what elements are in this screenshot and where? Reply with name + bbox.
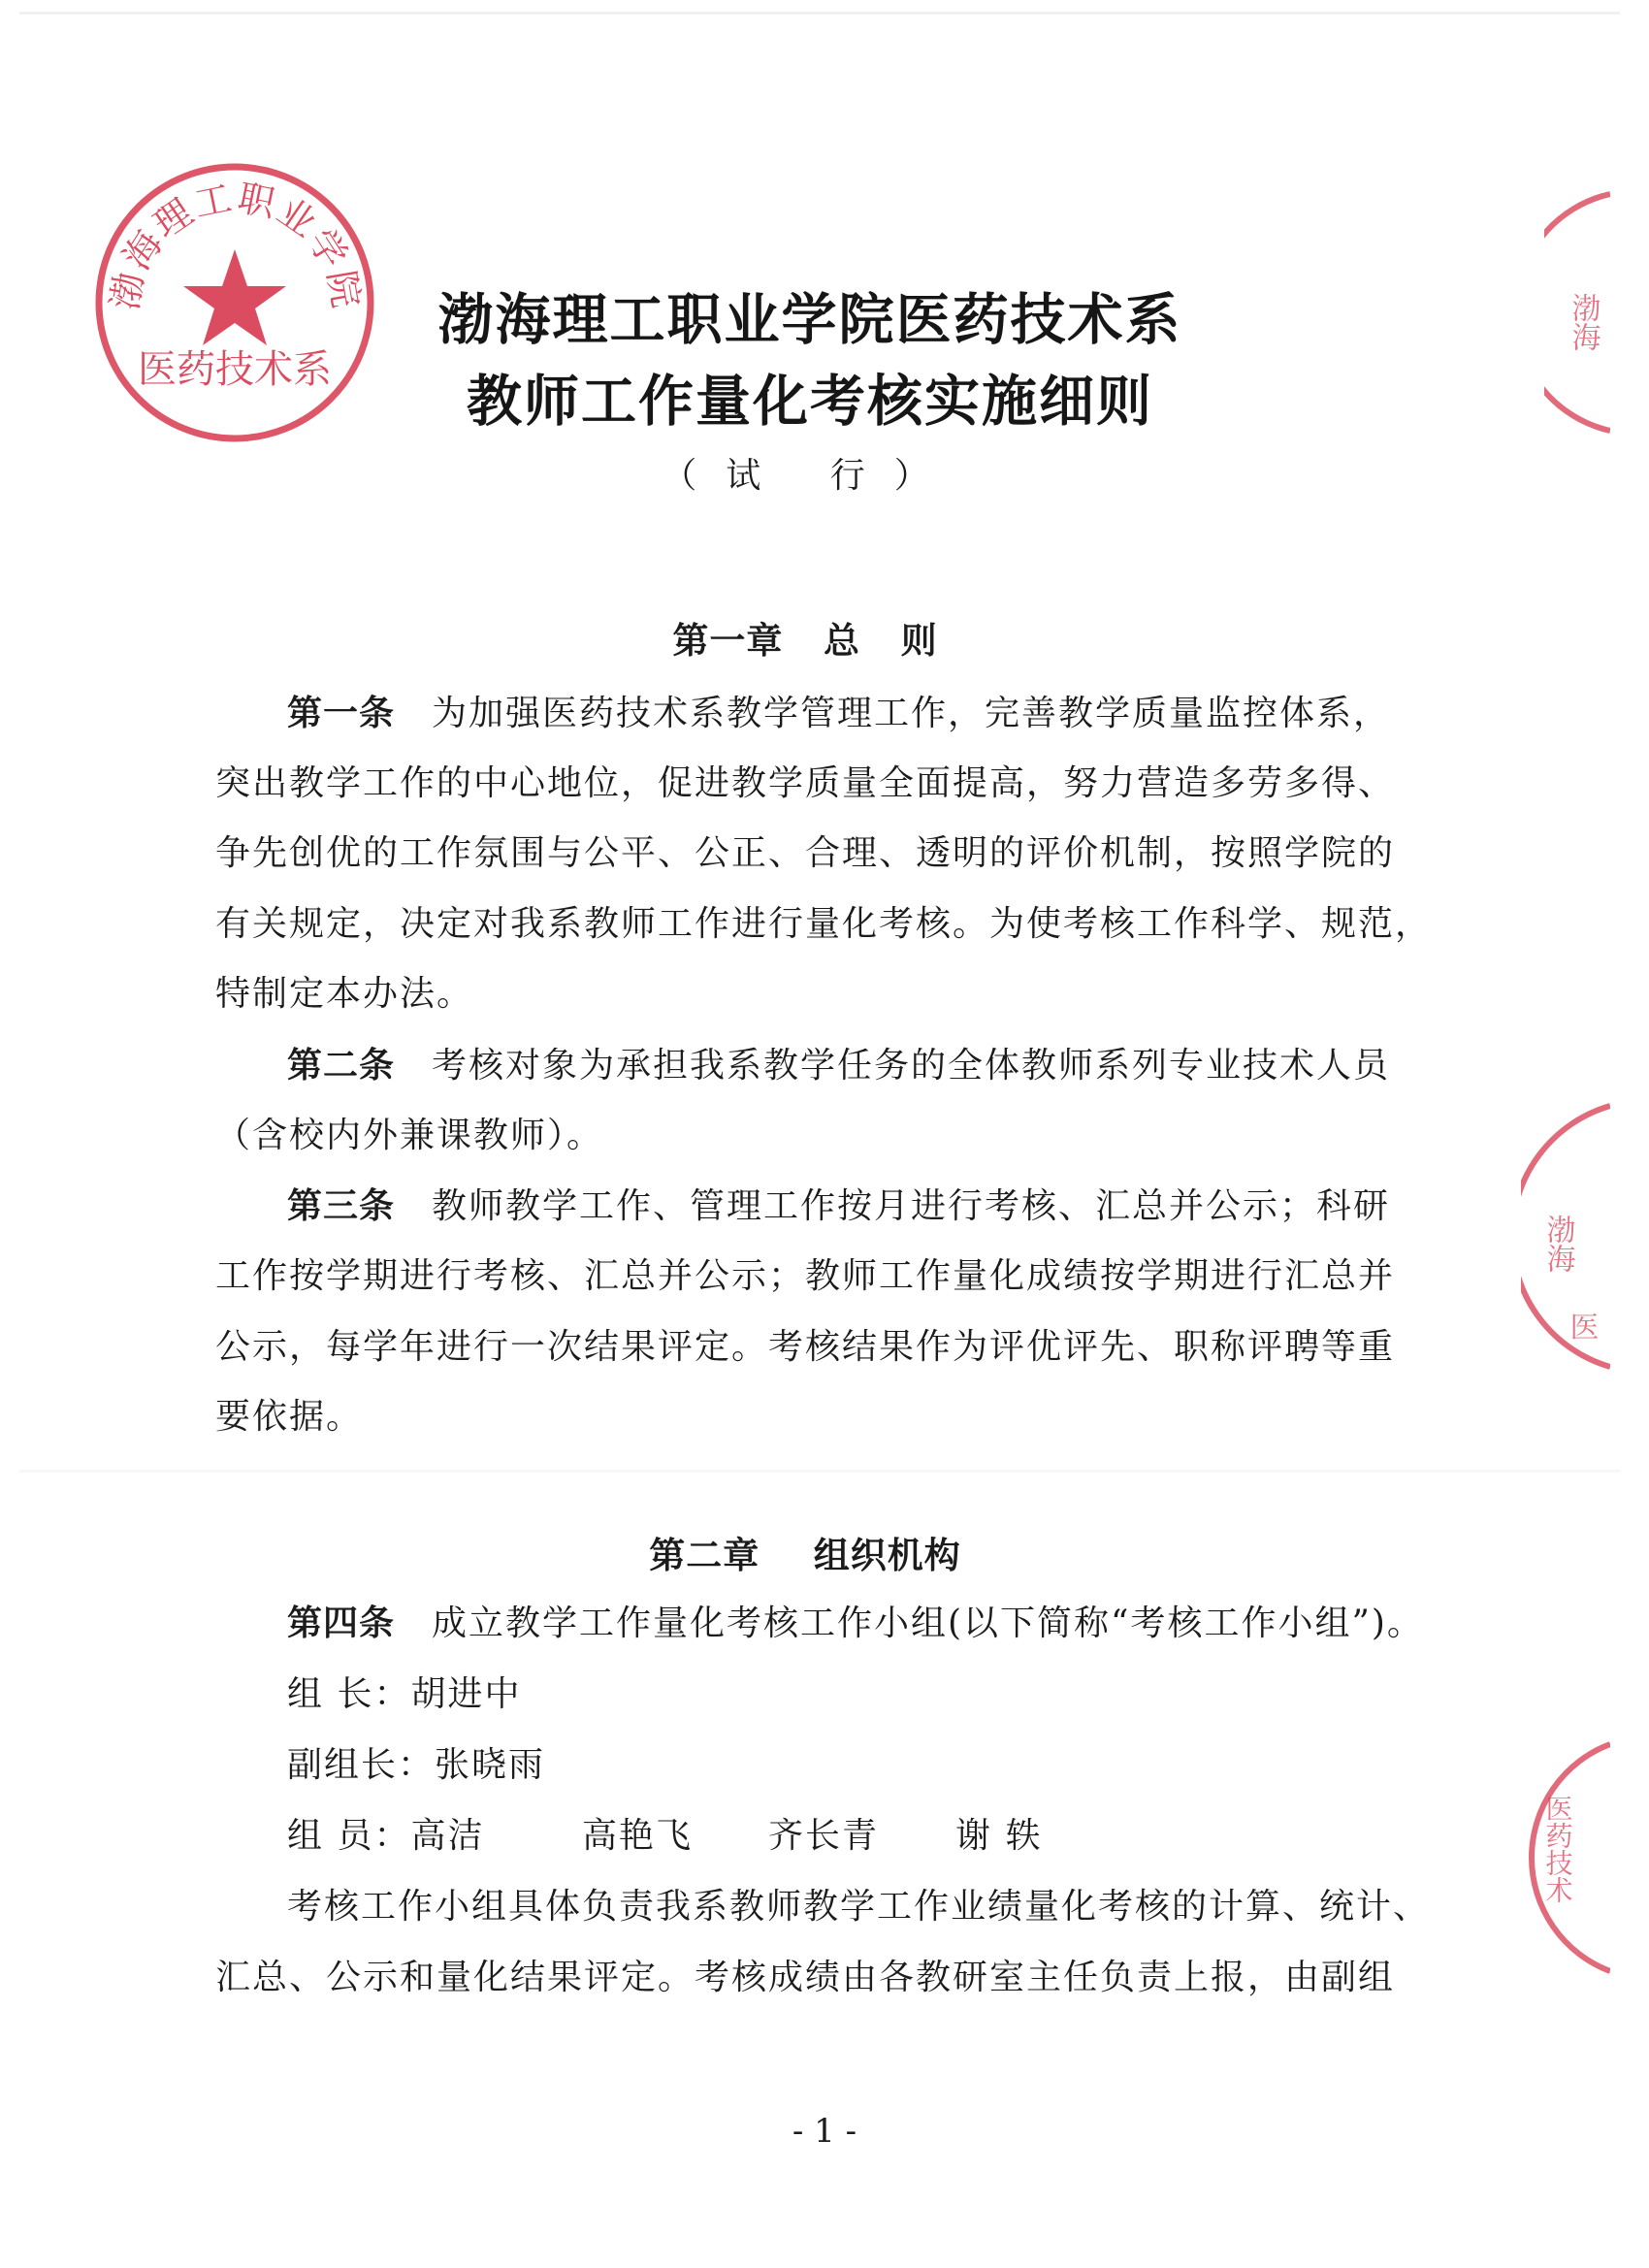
- article-3-line: [287, 1186, 1441, 1226]
- scan-artifact: [19, 12, 1620, 15]
- svg-text:医药技术: 医药技术: [1541, 1795, 1574, 1903]
- article-4-line: [287, 1606, 1441, 1641]
- article-label: 第二条: [287, 1046, 396, 1085]
- document-subtitle: （试 行）: [662, 456, 958, 496]
- chapter-heading: 第一章 总 则: [672, 620, 938, 662]
- article-label: 第三条: [287, 1186, 396, 1226]
- article-2-line: [287, 1046, 1441, 1085]
- paragraph-line: 汇总、公示和量化结果评定。考核成绩由各教研室主任负责上报，由副组: [215, 1958, 1396, 1997]
- article-1-line: 有关规定，决定对我系教师工作进行量化考核。为使考核工作科学、规范，: [215, 904, 1433, 944]
- document-title-line2: 教师工作量化考核实施细则: [467, 370, 1153, 434]
- edge-seal-top: [1544, 186, 1610, 438]
- edge-seal-middle: [1521, 1098, 1610, 1375]
- article-text: 为加强医药技术系教学管理工作，完善教学质量监控体系，: [432, 694, 1391, 733]
- edge-seal-bottom: [1521, 1736, 1610, 1979]
- document-title-line1: 渤海理工职业学院医药技术系: [437, 288, 1182, 352]
- svg-text:渤海: 渤海: [1566, 293, 1600, 351]
- scan-artifact: [19, 1470, 1620, 1473]
- group-leader: 组 长：胡进中: [287, 1674, 522, 1714]
- svg-text:渤海: 渤海: [1540, 1215, 1575, 1273]
- article-3-line: 工作按学期进行考核、汇总并公示；教师工作量化成绩按学期进行汇总并: [215, 1256, 1396, 1296]
- group-members-label: 组 员：高洁: [287, 1816, 485, 1856]
- group-member: 谢 轶: [955, 1816, 1043, 1856]
- group-deputy: 副组长：张晓雨: [287, 1745, 546, 1785]
- article-1-line: 突出教学工作的中心地位，促进教学质量全面提高，努力营造多劳多得、: [215, 763, 1396, 803]
- svg-text:医: 医: [1564, 1312, 1599, 1341]
- article-3-line: 要依据。: [215, 1397, 364, 1437]
- article-text: 考核对象为承担我系教学任务的全体教师系列专业技术人员: [432, 1046, 1391, 1085]
- article-2-line: （含校内外兼课教师）。: [215, 1116, 604, 1155]
- paragraph-line: 考核工作小组具体负责我系教师教学工作业绩量化考核的计算、统计、: [287, 1887, 1431, 1927]
- article-1-line: [287, 694, 1441, 733]
- article-1-line: 争先创优的工作氛围与公平、公正、合理、透明的评价机制，按照学院的: [215, 833, 1396, 873]
- article-text: 教师教学工作、管理工作按月进行考核、汇总并公示；科研: [432, 1186, 1391, 1226]
- article-1-line: 特制定本办法。: [215, 974, 474, 1014]
- article-label: 第一条: [287, 694, 396, 733]
- article-3-line: 公示，每学年进行一次结果评定。考核结果作为评优评先、职称评聘等重: [215, 1327, 1396, 1367]
- group-member: 高艳飞: [582, 1816, 694, 1856]
- page-number: - 1 -: [792, 2112, 857, 2151]
- article-label: 第四条: [287, 1604, 396, 1643]
- svg-text:渤海理工职业学院: 渤海理工职业学院: [103, 176, 369, 313]
- svg-text:医药技术系: 医药技术系: [138, 347, 332, 392]
- article-text: 成立教学工作量化考核工作小组(以下简称“考核工作小组”)。: [432, 1604, 1424, 1643]
- group-member: 齐长青: [768, 1816, 880, 1856]
- chapter-heading: 第二章 组织机构: [649, 1535, 961, 1576]
